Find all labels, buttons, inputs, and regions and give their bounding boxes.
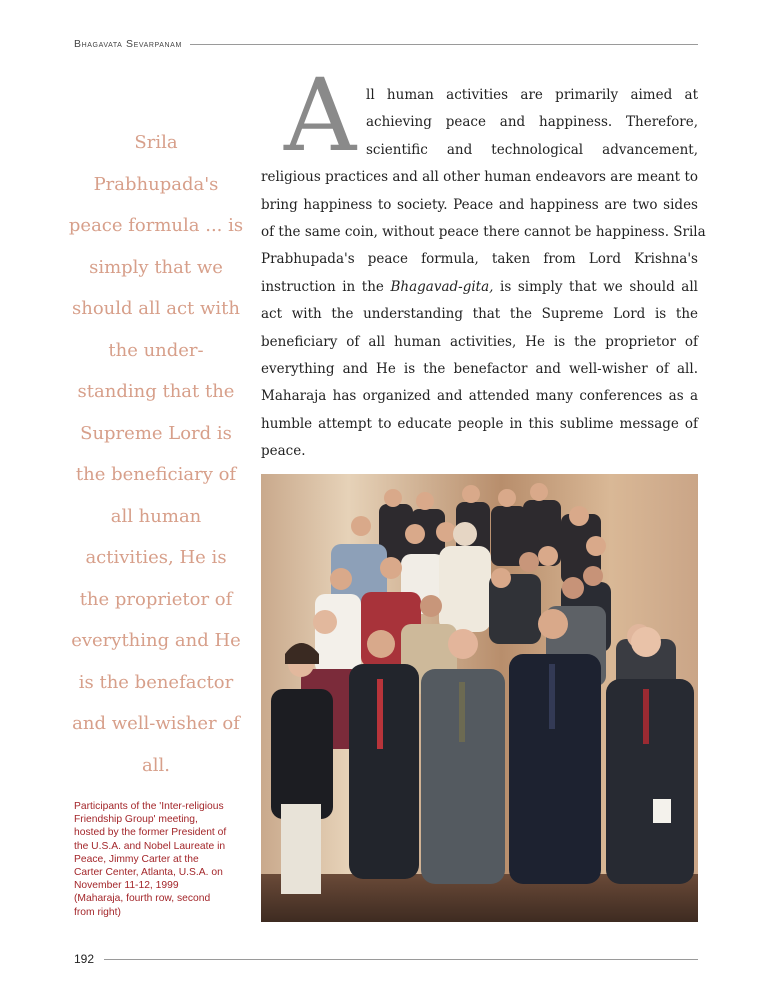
pull-quote-line: the beneficiary of bbox=[75, 464, 237, 485]
pull-quote-line: all. bbox=[142, 754, 170, 776]
article-text: is simply that we should all bbox=[493, 278, 698, 295]
pull-quote-line: simply that we bbox=[89, 256, 223, 278]
pull-quote-line: Supreme Lord is bbox=[80, 422, 232, 444]
article-line: of the same coin, without peace there cannot be happiness. Srila bbox=[261, 224, 706, 241]
article-body bbox=[261, 82, 706, 466]
running-header bbox=[74, 36, 698, 52]
drop-cap: A bbox=[284, 57, 357, 174]
header-rule bbox=[190, 44, 698, 45]
book-title: Bhagavad-gita, bbox=[390, 278, 494, 295]
pull-quote-line: is the benefactor bbox=[78, 671, 234, 693]
article-line: achieving peace and happiness. Therefore, bbox=[366, 114, 698, 131]
caption-line: Friendship Group' meeting, bbox=[74, 814, 198, 826]
article-line: peace. bbox=[261, 443, 306, 460]
article-line-with-title bbox=[261, 274, 698, 301]
article-line: bring happiness to society. Peace and happiness are two sides bbox=[261, 196, 698, 213]
running-header-title: Bhagavata Sevarpanam bbox=[74, 38, 182, 50]
caption-line: hosted by the former President of bbox=[74, 827, 227, 839]
page-footer bbox=[74, 951, 698, 967]
caption-line: from right) bbox=[74, 906, 121, 918]
pull-quote-line: activities, He is bbox=[85, 547, 227, 568]
pull-quote-line: and well-wisher of bbox=[72, 713, 240, 734]
pull-quote-line: peace formula ... is bbox=[68, 215, 244, 236]
caption-line: Peace, Jimmy Carter at the bbox=[74, 853, 199, 865]
pull-quote-line: the proprietor of bbox=[79, 588, 233, 610]
article-line: humble attempt to educate people in this sublime message of bbox=[261, 415, 698, 432]
caption-line: November 11-12, 1999 bbox=[74, 880, 179, 892]
pull-quote-line: should all act with bbox=[72, 298, 240, 319]
photo-caption bbox=[74, 800, 242, 919]
pull-quote-line: Srila bbox=[134, 132, 178, 153]
group-photo bbox=[261, 474, 698, 922]
pull-quote-line: standing that the bbox=[77, 381, 235, 402]
pull-quote-line: everything and He bbox=[71, 630, 241, 651]
article-line: ll human activities are primarily aimed at bbox=[366, 87, 698, 103]
caption-line: Participants of the 'Inter-religious bbox=[74, 801, 224, 812]
article-line: act with the understanding that the Supreme Lord is the bbox=[261, 306, 698, 323]
pull-quote-line: all human bbox=[110, 505, 202, 527]
caption-line: the U.S.A. and Nobel Laureate in bbox=[74, 840, 226, 852]
article-line: religious practices and all other human endeavors are meant to bbox=[261, 169, 698, 186]
pull-quote bbox=[66, 122, 246, 786]
article-line: Maharaja has organized and attended many conferences as a bbox=[261, 388, 698, 405]
article-line: scientific and technological advancement, bbox=[366, 141, 698, 158]
pull-quote-line: the under- bbox=[108, 339, 204, 361]
article-line: beneficiary of all human activities, He is the proprietor of bbox=[261, 333, 698, 350]
article-text: instruction in the bbox=[261, 278, 391, 295]
caption-line: Carter Center, Atlanta, U.S.A. on bbox=[74, 867, 223, 879]
page-number: 192 bbox=[74, 952, 95, 966]
caption-line: (Maharaja, fourth row, second bbox=[74, 893, 211, 905]
article-line: Prabhupada's peace formula, taken from Lord Krishna's bbox=[261, 251, 698, 268]
pull-quote-line: Prabhupada's bbox=[93, 173, 219, 195]
footer-rule bbox=[104, 959, 698, 960]
article-line: everything and He is the benefactor and well-wisher of all. bbox=[261, 361, 698, 378]
